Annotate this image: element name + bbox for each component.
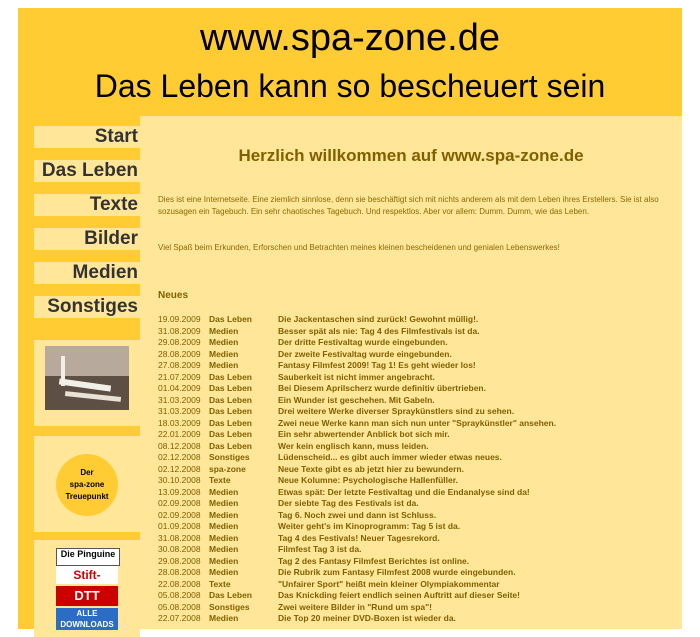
news-date: 05.08.2008 (158, 601, 201, 612)
news-link[interactable]: Weiter geht's im Kinoprogramm: Tag 5 ist da. (278, 521, 461, 531)
news-row (158, 349, 663, 361)
treuepunkt-badge[interactable] (56, 454, 118, 516)
intro-text: Dies ist eine Internetseite. Eine ziemlich sinnlose, denn sie beschäftigt sich mit nichts anderem als mit dem Leben ihres Erstellers. Sie ist also sozusagen ein Tagebuch. Ein sehr chaotisches Tagebuch. Und respektlos. Aber vor allem: Dumm. Dumm, wie das Leben. (158, 195, 659, 216)
news-date: 22.08.2008 (158, 578, 201, 589)
news-date: 22.01.2009 (158, 429, 201, 439)
news-date: 28.08.2008 (158, 567, 201, 577)
news-row (158, 360, 663, 372)
news-row (158, 452, 663, 464)
news-link[interactable]: Der dritte Festivaltag wurde eingebunden. (278, 337, 448, 347)
news-date: 29.08.2009 (158, 337, 201, 347)
news-category: Medien (209, 509, 239, 520)
news-list (158, 314, 663, 625)
news-category: spa-zone (209, 463, 246, 474)
site-url-heading: www.spa-zone.de (200, 17, 500, 59)
news-category: Medien (209, 544, 239, 554)
news-category: Medien (209, 532, 239, 543)
site-tagline: Das Leben kann so bescheuert sein (94, 68, 606, 104)
news-date: 30.08.2008 (158, 544, 201, 554)
news-category: Medien (209, 486, 239, 497)
news-row (158, 613, 663, 625)
news-category: Das Leben (209, 429, 252, 439)
news-date: 01.09.2008 (158, 521, 201, 531)
news-row (158, 383, 663, 395)
news-date: 30.10.2008 (158, 475, 201, 485)
badge-line: Treuepunkt (65, 492, 109, 501)
nav-item-sonstiges[interactable]: Sonstiges (34, 296, 140, 318)
news-category: Medien (209, 337, 239, 347)
news-link[interactable]: Die Top 20 meiner DVD-Boxen ist wieder da. (278, 613, 456, 623)
news-category: Medien (209, 360, 239, 370)
news-date: 31.08.2009 (158, 325, 201, 336)
news-row (158, 429, 663, 441)
news-category: Sonstiges (209, 601, 250, 612)
news-row (158, 510, 663, 522)
news-link[interactable]: Zwei weitere Bilder in "Rund um spa"! (278, 601, 433, 612)
news-row (158, 372, 663, 384)
intro-text-2: Viel Spaß beim Erkunden, Erforschen und Betrachten meines kleinen bescheidenen und genialen Lebenswerkes! (158, 243, 560, 252)
news-link[interactable]: Ein Wunder ist geschehen. Mit Gabeln. (278, 394, 435, 405)
news-date: 28.08.2009 (158, 348, 201, 359)
news-category: Das Leben (209, 590, 252, 600)
news-row (158, 544, 663, 556)
news-category: Medien (209, 498, 239, 508)
news-date: 05.08.2008 (158, 590, 201, 600)
news-date: 02.09.2008 (158, 509, 201, 520)
news-link[interactable]: Zwei neue Werke kann man sich nun unter "Spraykünstler" ansehen. (278, 417, 557, 428)
news-date: 18.03.2009 (158, 417, 201, 428)
badge-line: Der (80, 468, 94, 477)
sidebar-badge-box (34, 436, 140, 532)
news-row (158, 579, 663, 591)
news-link[interactable]: Filmfest Tag 3 ist da. (278, 544, 362, 554)
nav-item-medien[interactable]: Medien (34, 262, 140, 284)
news-date: 27.08.2009 (158, 360, 201, 370)
news-link[interactable]: Sauberkeit ist nicht immer angebracht. (278, 371, 435, 382)
news-row (158, 314, 663, 326)
news-category: Medien (209, 613, 239, 623)
news-link[interactable]: Besser spät als nie: Tag 4 des Filmfestivals ist da. (278, 325, 480, 336)
news-category: Sonstiges (209, 452, 250, 462)
news-link[interactable]: Die Jackentaschen sind zurück! Gewohnt müllig!. (278, 314, 479, 324)
news-row (158, 567, 663, 579)
news-row (158, 487, 663, 499)
main-content (140, 116, 682, 629)
news-link[interactable]: Lüdenscheid... es gibt auch immer wieder etwas neues. (278, 452, 502, 462)
stift-nursel-banner[interactable]: Stift- (56, 566, 118, 584)
news-row (158, 521, 663, 533)
news-date: 22.07.2008 (158, 613, 201, 623)
news-link[interactable]: Tag 2 des Fantasy Filmfest Berichtes ist online. (278, 555, 470, 566)
news-date: 08.12.2008 (158, 440, 201, 451)
news-category: Medien (209, 555, 239, 566)
dtt-banner[interactable]: DTT (56, 586, 118, 606)
news-date: 02.12.2008 (158, 463, 201, 474)
news-date: 02.12.2008 (158, 452, 201, 462)
news-date: 01.04.2009 (158, 383, 201, 393)
news-category: Medien (209, 521, 239, 531)
nav-item-start[interactable]: Start (34, 126, 140, 148)
news-row (158, 590, 663, 602)
news-row (158, 464, 663, 476)
news-row (158, 395, 663, 407)
news-row (158, 498, 663, 510)
page-frame (18, 8, 682, 629)
news-link[interactable]: Neue Kolumne: Psychologische Hallenfüller. (278, 475, 458, 485)
news-date: 21.07.2009 (158, 371, 201, 382)
news-category: Das Leben (209, 371, 252, 382)
news-category: Texte (209, 475, 231, 485)
news-row (158, 602, 663, 614)
news-link[interactable]: Neue Texte gibt es ab jetzt hier zu bewundern. (278, 463, 464, 474)
welcome-heading: Herzlich willkommen auf www.spa-zone.de (238, 146, 584, 165)
news-link[interactable]: Der zweite Festivaltag wurde eingebunden. (278, 348, 452, 359)
news-link[interactable]: Drei weitere Werke diverser Spraykünstlers sind zu sehen. (278, 406, 515, 416)
news-category: Das Leben (209, 406, 252, 416)
news-link[interactable]: Wer kein englisch kann, muss leiden. (278, 440, 429, 451)
news-link[interactable]: Fantasy Filmfest 2009! Tag 1! Es geht wieder los! (278, 360, 476, 370)
news-category: Das Leben (209, 314, 252, 324)
news-row (158, 418, 663, 430)
news-date: 31.03.2009 (158, 394, 201, 405)
sidebar-photo[interactable] (45, 346, 129, 410)
news-date: 31.08.2008 (158, 532, 201, 543)
badge-line: spa-zone (69, 480, 105, 489)
sidebar-links-box (34, 540, 140, 637)
news-category: Das Leben (209, 383, 252, 393)
news-link[interactable]: Ein sehr abwertender Anblick bot sich mir. (278, 429, 450, 439)
downloads-banner[interactable]: ALLE DOWNLOADS (56, 608, 118, 630)
news-link[interactable]: Tag 4 des Festivals! Neuer Tagesrekord. (278, 532, 440, 543)
news-row (158, 556, 663, 568)
nav-item-bilder[interactable]: Bilder (34, 228, 140, 250)
news-heading: Neues (158, 290, 189, 301)
news-category: Medien (209, 325, 239, 336)
news-row (158, 441, 663, 453)
news-date: 19.09.2009 (158, 314, 201, 324)
news-link[interactable]: Die Rubrik zum Fantasy Filmfest 2008 wurde eingebunden. (278, 567, 516, 577)
news-row (158, 475, 663, 487)
news-row (158, 337, 663, 349)
news-row (158, 326, 663, 338)
news-date: 02.09.2008 (158, 498, 201, 508)
news-link[interactable]: Bei Diesem Aprilscherz wurde definitiv übertrieben. (278, 383, 486, 393)
news-link[interactable]: "Unfairer Sport" heißt mein kleiner Olympiakommentar (278, 578, 500, 589)
news-date: 13.09.2008 (158, 486, 201, 497)
news-link[interactable]: Der siebte Tag des Festivals ist da. (278, 498, 419, 508)
news-category: Das Leben (209, 394, 252, 405)
news-row (158, 533, 663, 545)
news-category: Das Leben (209, 440, 252, 451)
news-link[interactable]: Etwas spät: Der letzte Festivaltag und die Endanalyse sind da! (278, 486, 530, 497)
news-date: 31.03.2009 (158, 406, 201, 416)
news-category: Medien (209, 567, 239, 577)
news-link[interactable]: Das Knickding feiert endlich seinen Auftritt auf dieser Seite! (278, 590, 520, 600)
news-category: Das Leben (209, 417, 252, 428)
news-date: 29.08.2008 (158, 555, 201, 566)
news-category: Medien (209, 348, 239, 359)
main-nav (34, 126, 140, 330)
news-link[interactable]: Tag 6. Noch zwei und dann ist Schluss. (278, 509, 437, 520)
nav-item-das-leben[interactable]: Das Leben (34, 160, 140, 182)
sidebar-photo-box (34, 340, 140, 426)
nav-item-texte[interactable]: Texte (34, 194, 140, 216)
news-category: Texte (209, 578, 231, 589)
news-row (158, 406, 663, 418)
pinguine-banner[interactable]: Die Pinguine (56, 548, 120, 566)
